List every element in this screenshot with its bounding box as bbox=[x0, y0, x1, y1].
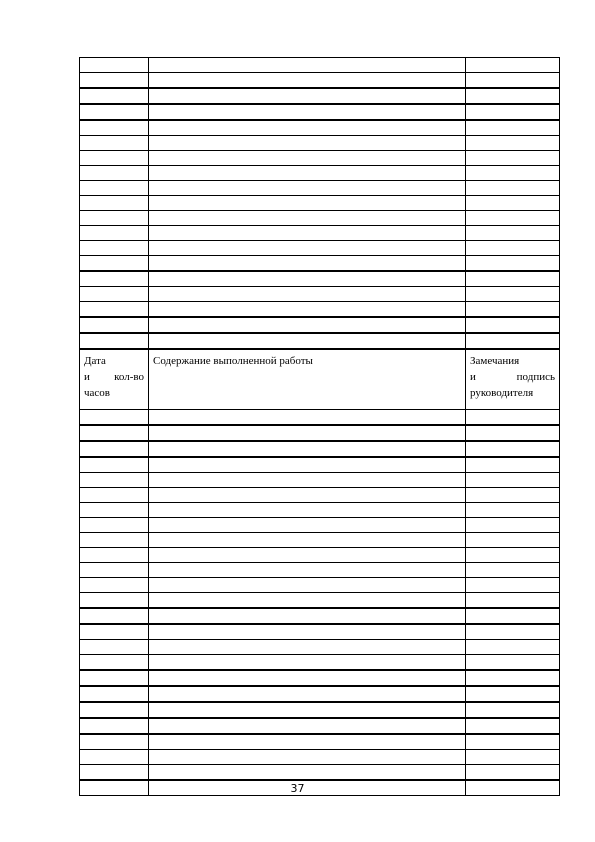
lower-table-row bbox=[80, 624, 560, 640]
upper-table-row bbox=[80, 73, 560, 89]
date-cell[interactable] bbox=[80, 457, 149, 473]
content-cell[interactable] bbox=[149, 287, 466, 302]
remarks-cell[interactable] bbox=[466, 734, 560, 750]
date-cell[interactable] bbox=[80, 104, 149, 120]
content-cell[interactable] bbox=[149, 302, 466, 318]
content-cell[interactable] bbox=[149, 503, 466, 518]
content-cell[interactable] bbox=[149, 473, 466, 488]
upper-table-row bbox=[80, 241, 560, 256]
date-cell[interactable] bbox=[80, 226, 149, 241]
remarks-cell[interactable] bbox=[466, 686, 560, 702]
content-cell[interactable] bbox=[149, 73, 466, 89]
content-cell[interactable] bbox=[149, 718, 466, 734]
remarks-cell[interactable] bbox=[466, 302, 560, 318]
date-cell[interactable] bbox=[80, 136, 149, 151]
content-cell[interactable] bbox=[149, 226, 466, 241]
lower-table-row bbox=[80, 718, 560, 734]
table-header-group bbox=[80, 349, 560, 410]
remarks-cell[interactable] bbox=[466, 457, 560, 473]
header-date-hours bbox=[80, 349, 149, 410]
date-cell[interactable] bbox=[80, 593, 149, 609]
date-cell[interactable] bbox=[80, 211, 149, 226]
upper-table-row bbox=[80, 120, 560, 136]
date-cell[interactable] bbox=[80, 608, 149, 624]
upper-table-row bbox=[80, 226, 560, 241]
lower-table-row bbox=[80, 670, 560, 686]
remarks-cell[interactable] bbox=[466, 196, 560, 211]
date-cell[interactable] bbox=[80, 503, 149, 518]
date-cell[interactable] bbox=[80, 750, 149, 765]
upper-table-row bbox=[80, 58, 560, 73]
date-cell[interactable] bbox=[80, 686, 149, 702]
date-cell[interactable] bbox=[80, 196, 149, 211]
date-cell[interactable] bbox=[80, 624, 149, 640]
remarks-cell[interactable] bbox=[466, 241, 560, 256]
date-cell[interactable] bbox=[80, 670, 149, 686]
date-cell[interactable] bbox=[80, 765, 149, 781]
content-cell[interactable] bbox=[149, 136, 466, 151]
date-cell[interactable] bbox=[80, 73, 149, 89]
lower-table-row bbox=[80, 518, 560, 533]
remarks-cell[interactable] bbox=[466, 425, 560, 441]
remarks-cell[interactable] bbox=[466, 287, 560, 302]
upper-table-row bbox=[80, 104, 560, 120]
date-cell[interactable] bbox=[80, 718, 149, 734]
lower-table-row bbox=[80, 578, 560, 593]
lower-table-row bbox=[80, 441, 560, 457]
remarks-cell[interactable] bbox=[466, 88, 560, 104]
upper-table-row bbox=[80, 317, 560, 333]
remarks-cell[interactable] bbox=[466, 488, 560, 503]
content-cell[interactable] bbox=[149, 441, 466, 457]
upper-table-row bbox=[80, 136, 560, 151]
remarks-cell[interactable] bbox=[466, 181, 560, 196]
lower-table-row bbox=[80, 473, 560, 488]
content-cell[interactable] bbox=[149, 241, 466, 256]
remarks-cell[interactable] bbox=[466, 563, 560, 578]
lower-table-row bbox=[80, 702, 560, 718]
date-cell[interactable] bbox=[80, 120, 149, 136]
content-cell[interactable] bbox=[149, 425, 466, 441]
content-cell[interactable] bbox=[149, 58, 466, 73]
content-cell[interactable] bbox=[149, 624, 466, 640]
date-cell[interactable] bbox=[80, 88, 149, 104]
date-cell[interactable] bbox=[80, 533, 149, 548]
header-work-content-label: Содержание выполненной работы bbox=[153, 355, 313, 367]
header-date-line-1: Дата bbox=[84, 355, 106, 367]
lower-table-row bbox=[80, 488, 560, 503]
header-remarks-line-3: руководителя bbox=[470, 387, 534, 399]
upper-table-row bbox=[80, 151, 560, 166]
remarks-cell[interactable] bbox=[466, 655, 560, 671]
remarks-cell[interactable] bbox=[466, 473, 560, 488]
content-cell[interactable] bbox=[149, 578, 466, 593]
remarks-cell[interactable] bbox=[466, 166, 560, 181]
remarks-cell[interactable] bbox=[466, 104, 560, 120]
date-cell[interactable] bbox=[80, 58, 149, 73]
remarks-cell[interactable] bbox=[466, 640, 560, 655]
content-cell[interactable] bbox=[149, 734, 466, 750]
date-cell[interactable] bbox=[80, 734, 149, 750]
date-cell[interactable] bbox=[80, 441, 149, 457]
date-cell[interactable] bbox=[80, 302, 149, 318]
content-cell[interactable] bbox=[149, 271, 466, 287]
remarks-cell[interactable] bbox=[466, 718, 560, 734]
remarks-cell[interactable] bbox=[466, 750, 560, 765]
header-work-content bbox=[149, 349, 466, 410]
header-remarks bbox=[466, 349, 560, 410]
remarks-cell[interactable] bbox=[466, 73, 560, 89]
date-cell[interactable] bbox=[80, 518, 149, 533]
header-date-line-3: часов bbox=[84, 387, 110, 399]
remarks-cell[interactable] bbox=[466, 58, 560, 73]
content-cell[interactable] bbox=[149, 181, 466, 196]
content-cell[interactable] bbox=[149, 256, 466, 272]
content-cell[interactable] bbox=[149, 120, 466, 136]
remarks-cell[interactable] bbox=[466, 256, 560, 272]
date-cell[interactable] bbox=[80, 640, 149, 655]
lower-table-row bbox=[80, 686, 560, 702]
date-cell[interactable] bbox=[80, 317, 149, 333]
content-cell[interactable] bbox=[149, 686, 466, 702]
lower-table-row bbox=[80, 765, 560, 781]
remarks-cell[interactable] bbox=[466, 317, 560, 333]
lower-table-row bbox=[80, 734, 560, 750]
content-cell[interactable] bbox=[149, 410, 466, 426]
lower-table-row bbox=[80, 608, 560, 624]
remarks-cell[interactable] bbox=[466, 765, 560, 781]
lower-table-row bbox=[80, 655, 560, 671]
remarks-cell[interactable] bbox=[466, 226, 560, 241]
date-cell[interactable] bbox=[80, 425, 149, 441]
date-cell[interactable] bbox=[80, 166, 149, 181]
remarks-cell[interactable] bbox=[466, 120, 560, 136]
remarks-cell[interactable] bbox=[466, 211, 560, 226]
lower-table-row bbox=[80, 410, 560, 426]
content-cell[interactable] bbox=[149, 548, 466, 563]
content-cell[interactable] bbox=[149, 151, 466, 166]
remarks-cell[interactable] bbox=[466, 608, 560, 624]
upper-table-row bbox=[80, 287, 560, 302]
table-body-upper bbox=[80, 58, 560, 350]
content-cell[interactable] bbox=[149, 457, 466, 473]
date-cell[interactable] bbox=[80, 473, 149, 488]
table-body-lower bbox=[80, 410, 560, 796]
remarks-cell[interactable] bbox=[466, 333, 560, 349]
lower-table-row bbox=[80, 548, 560, 563]
date-cell[interactable] bbox=[80, 702, 149, 718]
date-cell[interactable] bbox=[80, 151, 149, 166]
content-cell[interactable] bbox=[149, 563, 466, 578]
content-cell[interactable] bbox=[149, 211, 466, 226]
lower-table-row bbox=[80, 593, 560, 609]
remarks-cell[interactable] bbox=[466, 670, 560, 686]
content-cell[interactable] bbox=[149, 765, 466, 781]
content-cell[interactable] bbox=[149, 593, 466, 609]
content-cell[interactable] bbox=[149, 702, 466, 718]
upper-table-row bbox=[80, 88, 560, 104]
content-cell[interactable] bbox=[149, 166, 466, 181]
remarks-cell[interactable] bbox=[466, 503, 560, 518]
date-cell[interactable] bbox=[80, 181, 149, 196]
upper-table-row bbox=[80, 302, 560, 318]
content-cell[interactable] bbox=[149, 533, 466, 548]
table-header-row bbox=[80, 349, 560, 410]
content-cell[interactable] bbox=[149, 640, 466, 655]
upper-table-row bbox=[80, 181, 560, 196]
content-cell[interactable] bbox=[149, 333, 466, 349]
date-cell[interactable] bbox=[80, 287, 149, 302]
remarks-cell[interactable] bbox=[466, 548, 560, 563]
upper-table-row bbox=[80, 333, 560, 349]
lower-table-row bbox=[80, 425, 560, 441]
date-cell[interactable] bbox=[80, 256, 149, 272]
date-cell[interactable] bbox=[80, 488, 149, 503]
date-cell[interactable] bbox=[80, 578, 149, 593]
remarks-cell[interactable] bbox=[466, 410, 560, 426]
upper-table-row bbox=[80, 211, 560, 226]
diary-sheet bbox=[79, 57, 559, 796]
content-cell[interactable] bbox=[149, 88, 466, 104]
date-cell[interactable] bbox=[80, 655, 149, 671]
date-cell[interactable] bbox=[80, 548, 149, 563]
lower-table-row bbox=[80, 750, 560, 765]
content-cell[interactable] bbox=[149, 488, 466, 503]
lower-table-row bbox=[80, 563, 560, 578]
content-cell[interactable] bbox=[149, 104, 466, 120]
header-remarks-line-1: Замечания bbox=[470, 355, 520, 367]
content-cell[interactable] bbox=[149, 670, 466, 686]
content-cell[interactable] bbox=[149, 608, 466, 624]
remarks-cell[interactable] bbox=[466, 593, 560, 609]
upper-table-row bbox=[80, 196, 560, 211]
lower-table-row bbox=[80, 503, 560, 518]
remarks-cell[interactable] bbox=[466, 578, 560, 593]
content-cell[interactable] bbox=[149, 317, 466, 333]
content-cell[interactable] bbox=[149, 655, 466, 671]
remarks-cell[interactable] bbox=[466, 624, 560, 640]
lower-table-row bbox=[80, 457, 560, 473]
upper-table-row bbox=[80, 256, 560, 272]
date-cell[interactable] bbox=[80, 563, 149, 578]
upper-table-row bbox=[80, 166, 560, 181]
header-remarks-line-2: и подпись bbox=[470, 371, 555, 383]
work-log-table bbox=[79, 57, 560, 796]
remarks-cell[interactable] bbox=[466, 271, 560, 287]
content-cell[interactable] bbox=[149, 750, 466, 765]
lower-table-row bbox=[80, 640, 560, 655]
remarks-cell[interactable] bbox=[466, 518, 560, 533]
date-cell[interactable] bbox=[80, 333, 149, 349]
content-cell[interactable] bbox=[149, 196, 466, 211]
remarks-cell[interactable] bbox=[466, 136, 560, 151]
date-cell[interactable] bbox=[80, 410, 149, 426]
header-date-line-2: и кол-во bbox=[84, 371, 144, 383]
page-number: 37 bbox=[290, 782, 305, 795]
remarks-cell[interactable] bbox=[466, 441, 560, 457]
content-cell[interactable] bbox=[149, 518, 466, 533]
date-cell[interactable] bbox=[80, 241, 149, 256]
remarks-cell[interactable] bbox=[466, 151, 560, 166]
date-cell[interactable] bbox=[80, 271, 149, 287]
upper-table-row bbox=[80, 271, 560, 287]
lower-table-row bbox=[80, 533, 560, 548]
remarks-cell[interactable] bbox=[466, 702, 560, 718]
remarks-cell[interactable] bbox=[466, 533, 560, 548]
